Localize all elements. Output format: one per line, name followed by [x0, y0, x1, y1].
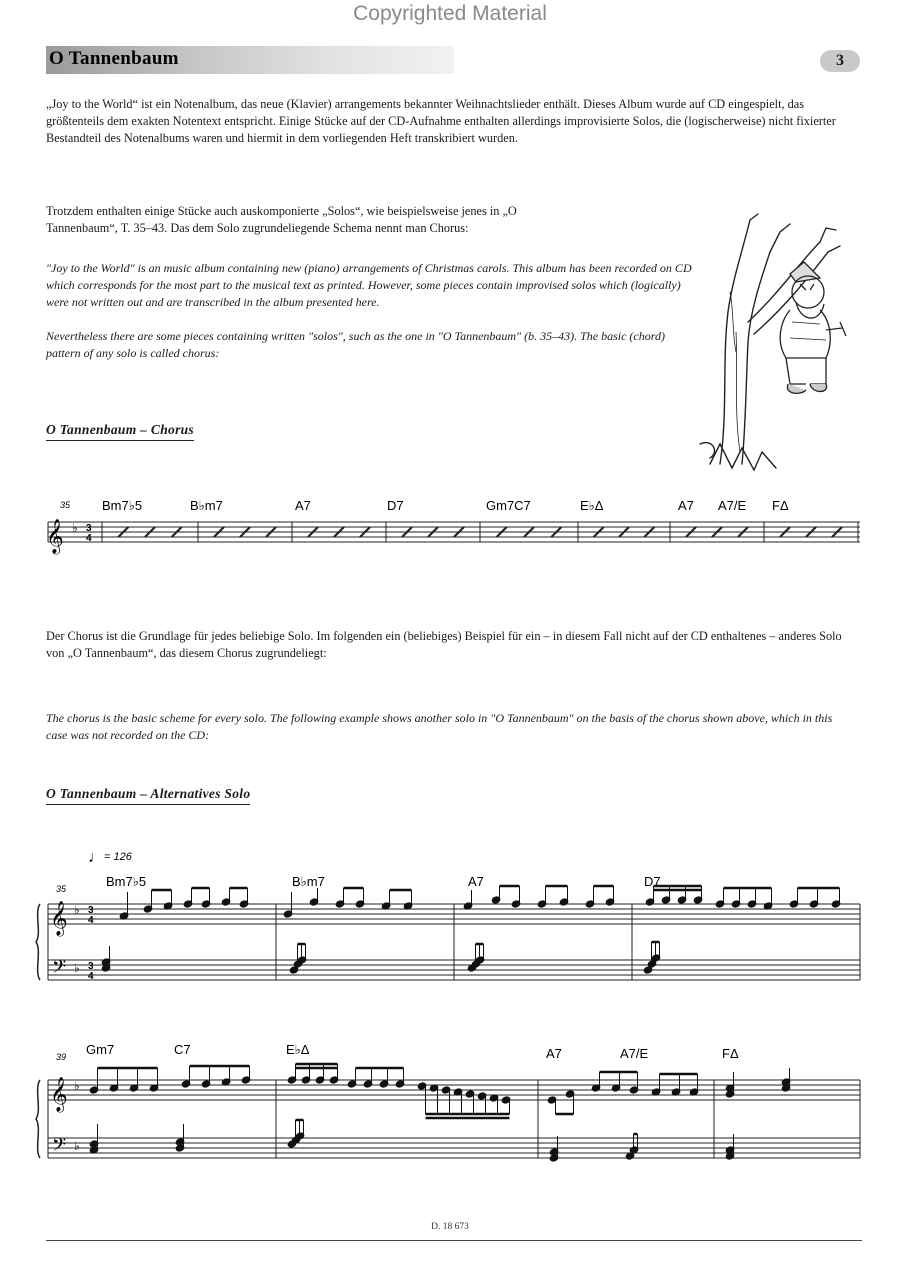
solo-system-1: [30, 842, 870, 1002]
system-1-bar-number: 35: [56, 884, 67, 894]
solo-chord-symbol: D7: [644, 874, 661, 889]
solo-chord-symbol: A7/E: [620, 1046, 649, 1061]
solo-chord-symbol: E♭Δ: [286, 1042, 310, 1057]
chorus-chord-symbol: D7: [387, 498, 404, 513]
chorus-chord-symbol: B♭m7: [190, 498, 223, 513]
svg-text:♭: ♭: [74, 1079, 80, 1093]
svg-text:♭: ♭: [74, 1139, 80, 1153]
chorus-chord-symbol: A7/E: [718, 498, 747, 513]
treble-clef-icon: 𝄞: [50, 1078, 68, 1111]
page-number: 3: [820, 50, 860, 72]
solo-chord-symbol: Bm7♭5: [106, 874, 147, 889]
gnome-tree-illustration: [650, 212, 860, 474]
solo-chord-symbol: FΔ: [722, 1046, 739, 1061]
svg-text:3: 3: [88, 961, 94, 972]
system-2-bar-number: 39: [56, 1052, 67, 1062]
bass-clef-icon: 𝄢: [52, 1134, 67, 1159]
chorus-chord-symbol: Bm7♭5: [102, 498, 143, 513]
middle-english-paragraph: The chorus is the basic scheme for every solo. The following example shows another solo in "O Tannenbaum" on the basis of the chorus shown above, which in this case was not recorded on the CD:: [46, 711, 833, 742]
quarter-note-icon: ♩: [88, 849, 104, 866]
treble-clef-icon: 𝄞: [46, 520, 64, 553]
solo-chord-symbol: A7: [546, 1046, 562, 1061]
middle-german-paragraph: Der Chorus ist die Grundlage für jedes beliebige Solo. Im folgenden ein (beliebiges) Beispiel für ein – in diesem Fall nicht auf der CD enthaltenes – anderes Solo von „O Tannenbaum“, das diesem Chorus zugrundeliegt:: [46, 629, 842, 660]
solo-system-2: [30, 1022, 870, 1192]
tempo-marking: = 126: [104, 851, 132, 863]
treble-clef-icon: 𝄞: [50, 902, 68, 935]
svg-text:♭: ♭: [74, 961, 80, 975]
chorus-chord-symbol: FΔ: [772, 498, 789, 513]
svg-text:♭: ♭: [74, 903, 80, 917]
intro-english-paragraph-1: "Joy to the World" is an music album containing new (piano) arrangements of Christmas carols. This album has been recorded on CD which corresponds for the most part to the musical text as printed. However, some pieces contain improvised solos which (logically) were not written out and are transcribed in the album presented here.: [46, 261, 692, 309]
intro-english-paragraph-2: Nevertheless there are some pieces containing written "solos", such as the one in "O Tannenbaum" (b. 35–43). The basic (chord) pattern of any solo is called chorus:: [46, 329, 665, 360]
solo-chord-symbol: C7: [174, 1042, 191, 1057]
solo-chord-symbol: A7: [468, 874, 484, 889]
svg-text:3: 3: [86, 523, 92, 534]
chorus-chord-symbol: Gm7C7: [486, 498, 531, 513]
bass-clef-icon: 𝄢: [52, 956, 67, 981]
svg-text:3: 3: [88, 905, 94, 916]
chorus-staff: [30, 488, 870, 558]
chorus-heading: O Tannenbaum – Chorus: [46, 422, 194, 441]
solo-chord-symbol: Gm7: [86, 1042, 115, 1057]
watermark: Copyrighted Material: [353, 2, 547, 25]
chorus-bar-number: 35: [60, 500, 71, 510]
chorus-chord-symbol: E♭Δ: [580, 498, 604, 513]
footer-divider: [46, 1240, 862, 1241]
footer-code: D. 18 673: [431, 1222, 469, 1232]
flat-sign-icon: ♭: [72, 521, 78, 535]
intro-german-paragraph-1: „Joy to the World“ ist ein Notenalbum, das neue (Klavier) arrangements bekannter Weihnachtslieder enthält. Dieses Album wurde auf CD eingespielt, das größtenteils dem exakten Notentext entspricht. Einige Stücke auf der CD-Aufnahme enthalten allerdings improvisierte Solos, die (logischerweise) nicht fixierter Bestandteil des Notenalbums waren und hiermit in dem vorliegenden Heft transkribiert wurden.: [46, 97, 836, 145]
solo-chord-symbol: B♭m7: [292, 874, 325, 889]
intro-german-paragraph-2: Trotzdem enthalten einige Stücke auch auskomponierte „Solos“, wie beispielsweise jenes in „O Tannenbaum“, T. 35–43. Das dem Solo zugrundeliegende Schema nennt man Chorus:: [46, 204, 517, 235]
page-title: O Tannenbaum: [49, 48, 179, 69]
chorus-chord-symbol: A7: [295, 498, 311, 513]
solo-heading: O Tannenbaum – Alternatives Solo: [46, 786, 250, 805]
svg-text:4: 4: [86, 533, 92, 544]
svg-text:4: 4: [88, 915, 94, 926]
svg-text:4: 4: [88, 971, 94, 982]
chorus-chord-symbol: A7: [678, 498, 694, 513]
